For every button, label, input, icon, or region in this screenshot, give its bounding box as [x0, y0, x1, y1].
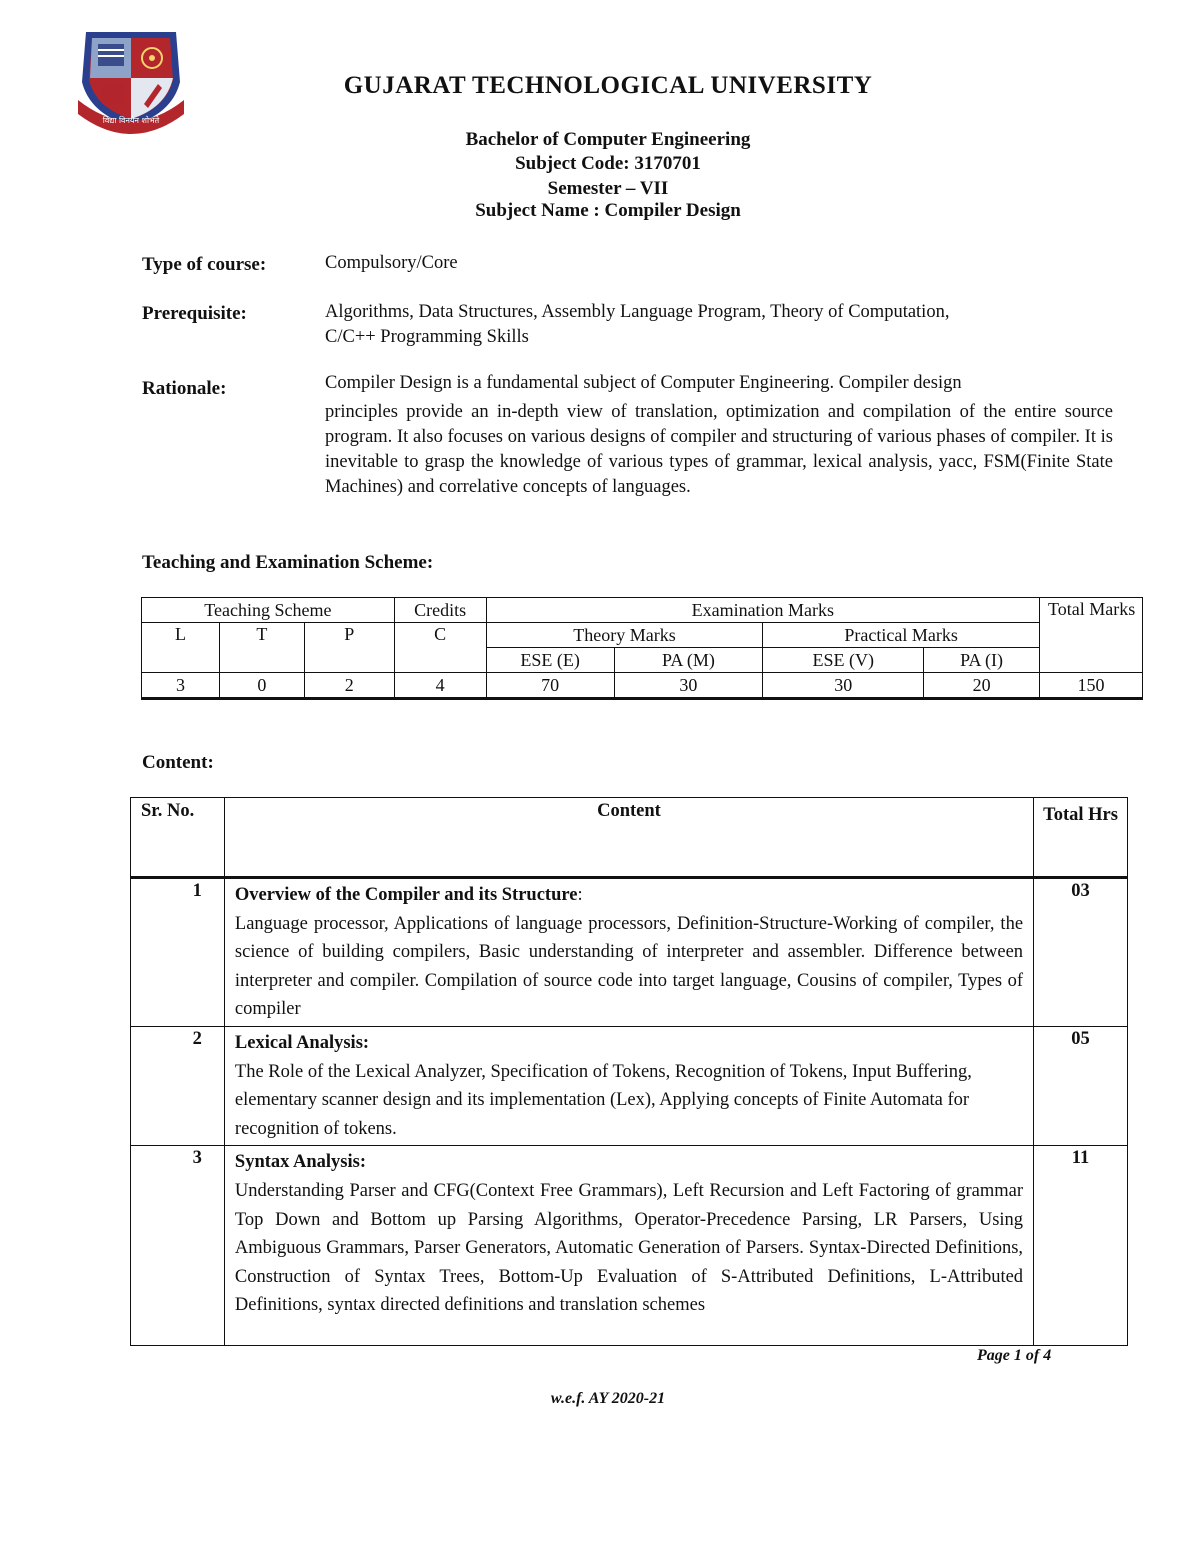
rationale-label: Rationale: — [142, 378, 227, 399]
row-hours: 11 — [1034, 1146, 1128, 1346]
content-table — [130, 797, 1128, 1346]
rationale-value — [325, 371, 1113, 500]
ese-v-header: ESE (V) — [763, 648, 924, 673]
pa-m-header: PA (M) — [614, 648, 763, 673]
col-c-header: C — [394, 623, 486, 673]
practical-marks-header: Practical Marks — [763, 623, 1040, 648]
ese-e-header: ESE (E) — [486, 648, 614, 673]
total-hrs-header: Total Hrs — [1034, 798, 1128, 878]
pa-i-header: PA (I) — [924, 648, 1040, 673]
content-header: Content — [224, 798, 1033, 878]
row-title: Lexical Analysis: — [234, 1032, 370, 1053]
value-c: 4 — [394, 673, 486, 699]
subject-name: Subject Name : Compiler Design — [475, 200, 741, 221]
page-number: Page 1 of 4 — [977, 1347, 1052, 1364]
row-content — [224, 1026, 1033, 1145]
effective-year: w.e.f. AY 2020-21 — [550, 1390, 666, 1407]
semester: Semester – VII — [547, 178, 669, 199]
program-name: Bachelor of Computer Engineering — [465, 129, 751, 150]
type-of-course-label: Type of course: — [142, 254, 267, 275]
value-ese-e: 70 — [486, 673, 614, 699]
exam-marks-header: Examination Marks — [486, 598, 1039, 623]
row-hours: 05 — [1034, 1026, 1128, 1145]
table-row — [131, 878, 1128, 1027]
col-p-header: P — [304, 623, 394, 673]
row-hours: 03 — [1034, 878, 1128, 1027]
value-pa-i: 20 — [924, 673, 1040, 699]
table-row — [131, 1026, 1128, 1145]
row-content — [224, 1146, 1033, 1346]
prerequisite-value — [325, 300, 1113, 350]
prerequisite-label: Prerequisite: — [142, 303, 247, 324]
university-title: GUJARAT TECHNOLOGICAL UNIVERSITY — [343, 72, 873, 99]
col-t-header: T — [219, 623, 304, 673]
row-content — [224, 878, 1033, 1027]
credits-header: Credits — [394, 598, 486, 623]
rationale-line-1: Compiler Design is a fundamental subject of Computer Engineering. Compiler design — [325, 373, 962, 393]
subject-code: Subject Code: 3170701 — [515, 153, 701, 174]
col-l-header: L — [142, 623, 220, 673]
row-description: The Role of the Lexical Analyzer, Specification of Tokens, Recognition of Tokens, Input Buffering, elementary scanner design and its implementation (Lex), Applying concepts of Finite Automata for recognition of tokens. — [234, 1061, 972, 1139]
scheme-table — [141, 597, 1143, 700]
row-description: Language processor, Applications of language processors, Definition-Structure-Working of compiler, the science of building compilers, Basic understanding of interpreter and assembler. Difference between interpreter and compiler. Compilation of source code into target language, Cousins of compiler, Types of compiler — [234, 913, 1024, 1020]
row-title: Overview of the Compiler and its Structure — [234, 885, 578, 905]
value-l: 3 — [142, 673, 220, 699]
type-of-course-value: Compulsory/Core — [325, 253, 458, 273]
value-total: 150 — [1040, 673, 1143, 699]
svg-text:विद्या विनयेन शोभते: विद्या विनयेन शोभते — [102, 116, 160, 125]
value-t: 0 — [219, 673, 304, 699]
row-title-suffix: : — [577, 885, 583, 905]
sr-no-header: Sr. No. — [131, 798, 225, 878]
row-sr-no: 1 — [131, 878, 225, 1027]
value-pa-m: 30 — [614, 673, 763, 699]
value-p: 2 — [304, 673, 394, 699]
content-heading: Content: — [142, 752, 214, 773]
prerequisite-line-1: Algorithms, Data Structures, Assembly Language Program, Theory of Computation, — [325, 302, 950, 322]
value-ese-v: 30 — [763, 673, 924, 699]
prerequisite-line-2: C/C++ Programming Skills — [325, 327, 529, 347]
row-sr-no: 3 — [131, 1146, 225, 1346]
row-title: Syntax Analysis: — [234, 1152, 367, 1173]
row-description: Understanding Parser and CFG(Context Free Grammars), Left Recursion and Left Factoring of grammar Top Down and Bottom up Parsing Algorithms, Operator-Precedence Parsing, LR Parsers, Using Ambiguous Grammars, Parser Generators, Automatic Generation of Parsers. Syntax-Directed Definitions, Construction of Syntax Trees, Bottom-Up Evaluation of S-Attributed Definitions, L-Attributed Definitions, syntax directed definitions and translation schemes — [234, 1180, 1024, 1316]
table-row — [131, 1146, 1128, 1346]
total-marks-header: Total Marks — [1040, 598, 1143, 673]
theory-marks-header: Theory Marks — [486, 623, 763, 648]
rationale-body: principles provide an in-depth view of translation, optimization and compilation of the entire source program. It also focuses on various designs of compiler and structuring of various phases of compiler. It is inevitable to grasp the knowledge of various types of grammar, lexical analysis, yacc, FSM(Finite State Machines) and correlative concepts of languages. — [325, 402, 1113, 497]
scheme-heading: Teaching and Examination Scheme: — [142, 552, 434, 573]
row-sr-no: 2 — [131, 1026, 225, 1145]
teaching-scheme-header: Teaching Scheme — [142, 598, 395, 623]
